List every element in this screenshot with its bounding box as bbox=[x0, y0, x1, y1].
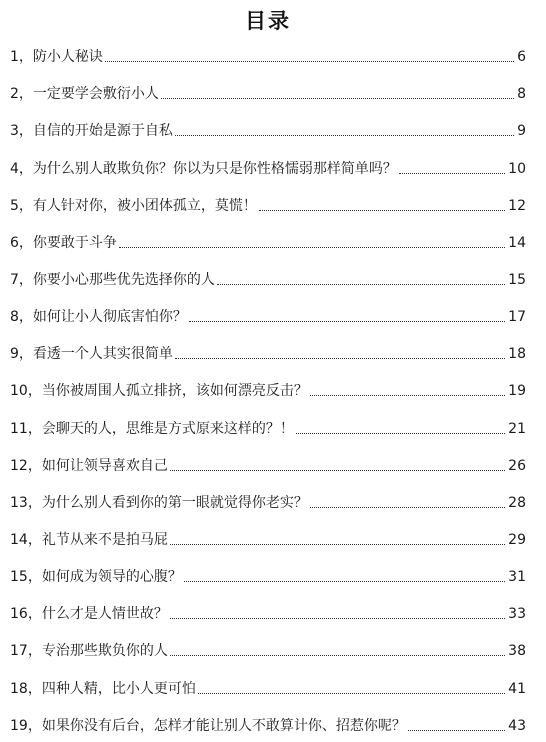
toc-entry-page-number: 6 bbox=[517, 49, 526, 66]
toc-entry-title: 1，防小人秘诀 bbox=[10, 49, 103, 66]
toc-entry-page-number: 26 bbox=[508, 457, 526, 474]
toc-entry-page-number: 43 bbox=[508, 717, 526, 734]
dot-leader bbox=[408, 730, 505, 731]
toc-entry[interactable] bbox=[10, 259, 526, 296]
dot-leader bbox=[310, 507, 505, 508]
toc-entry[interactable] bbox=[10, 407, 526, 444]
dot-leader bbox=[310, 395, 505, 396]
toc-entry-page-number: 33 bbox=[508, 606, 526, 623]
toc-entry-page-number: 15 bbox=[508, 271, 526, 288]
toc-entry-title: 5，有人针对你，被小团体孤立，莫慌！ bbox=[10, 197, 257, 214]
dot-leader bbox=[170, 655, 505, 656]
dot-leader bbox=[259, 210, 505, 211]
dot-leader bbox=[119, 247, 505, 248]
toc-entry[interactable] bbox=[10, 110, 526, 147]
toc-entry-title: 14，礼节从来不是拍马屁 bbox=[10, 531, 168, 548]
dot-leader bbox=[184, 581, 505, 582]
toc-entry-title: 17，专治那些欺负你的人 bbox=[10, 643, 168, 660]
toc-entry[interactable] bbox=[10, 705, 526, 742]
toc-entry[interactable] bbox=[10, 667, 526, 704]
toc-entry-title: 12，如何让领导喜欢自己 bbox=[10, 457, 168, 474]
toc-entry-title: 3，自信的开始是源于自私 bbox=[10, 123, 173, 140]
dot-leader bbox=[217, 284, 505, 285]
dot-leader bbox=[399, 173, 505, 174]
table-of-contents bbox=[10, 36, 526, 742]
dot-leader bbox=[296, 433, 505, 434]
dot-leader bbox=[189, 321, 505, 322]
toc-entry-page-number: 14 bbox=[508, 234, 526, 251]
toc-entry-title: 19，如果你没有后台，怎样才能让别人不敢算计你、招惹你呢？ bbox=[10, 717, 406, 734]
toc-entry[interactable] bbox=[10, 296, 526, 333]
toc-entry[interactable] bbox=[10, 630, 526, 667]
dot-leader bbox=[161, 98, 514, 99]
toc-entry-page-number: 38 bbox=[508, 643, 526, 660]
toc-entry[interactable] bbox=[10, 519, 526, 556]
toc-entry[interactable] bbox=[10, 222, 526, 259]
dot-leader bbox=[175, 135, 514, 136]
toc-entry-page-number: 41 bbox=[508, 680, 526, 697]
toc-entry-page-number: 28 bbox=[508, 494, 526, 511]
toc-entry[interactable] bbox=[10, 73, 526, 110]
dot-leader bbox=[170, 470, 505, 471]
toc-entry-title: 18，四种人精，比小人更可怕 bbox=[10, 680, 196, 697]
toc-entry-title: 15，如何成为领导的心腹？ bbox=[10, 569, 182, 586]
dot-leader bbox=[170, 544, 505, 545]
toc-entry-title: 13，为什么别人看到你的第一眼就觉得你老实？ bbox=[10, 494, 308, 511]
toc-entry[interactable] bbox=[10, 333, 526, 370]
toc-entry-title: 9，看透一个人其实很简单 bbox=[10, 346, 173, 363]
toc-entry-title: 4，为什么别人敢欺负你？你以为只是你性格懦弱那样简单吗？ bbox=[10, 160, 397, 177]
toc-entry-title: 11，会聊天的人，思维是方式原来这样的？！ bbox=[10, 420, 294, 437]
toc-entry-title: 16，什么才是人情世故？ bbox=[10, 606, 168, 623]
dot-leader bbox=[198, 693, 505, 694]
toc-entry-page-number: 18 bbox=[508, 346, 526, 363]
toc-entry[interactable] bbox=[10, 482, 526, 519]
toc-entry[interactable] bbox=[10, 36, 526, 73]
toc-entry-title: 7，你要小心那些优先选择你的人 bbox=[10, 271, 215, 288]
toc-entry[interactable] bbox=[10, 593, 526, 630]
toc-entry[interactable] bbox=[10, 445, 526, 482]
toc-entry-title: 2，一定要学会敷衍小人 bbox=[10, 86, 159, 103]
toc-entry[interactable] bbox=[10, 556, 526, 593]
toc-entry[interactable] bbox=[10, 185, 526, 222]
toc-entry[interactable] bbox=[10, 370, 526, 407]
toc-entry-page-number: 10 bbox=[508, 160, 526, 177]
toc-entry[interactable] bbox=[10, 147, 526, 184]
toc-entry-title: 10，当你被周围人孤立排挤，该如何漂亮反击？ bbox=[10, 383, 308, 400]
toc-entry-page-number: 31 bbox=[508, 569, 526, 586]
toc-entry-page-number: 12 bbox=[508, 197, 526, 214]
dot-leader bbox=[105, 61, 514, 62]
toc-entry-page-number: 8 bbox=[517, 86, 526, 103]
dot-leader bbox=[170, 618, 505, 619]
toc-entry-page-number: 21 bbox=[508, 420, 526, 437]
toc-entry-page-number: 9 bbox=[517, 123, 526, 140]
dot-leader bbox=[175, 358, 505, 359]
toc-entry-page-number: 17 bbox=[508, 309, 526, 326]
toc-entry-title: 8，如何让小人彻底害怕你？ bbox=[10, 309, 187, 326]
toc-entry-page-number: 29 bbox=[508, 531, 526, 548]
page-title: 目录 bbox=[245, 9, 291, 33]
toc-entry-page-number: 19 bbox=[508, 383, 526, 400]
toc-entry-title: 6，你要敢于斗争 bbox=[10, 234, 117, 251]
